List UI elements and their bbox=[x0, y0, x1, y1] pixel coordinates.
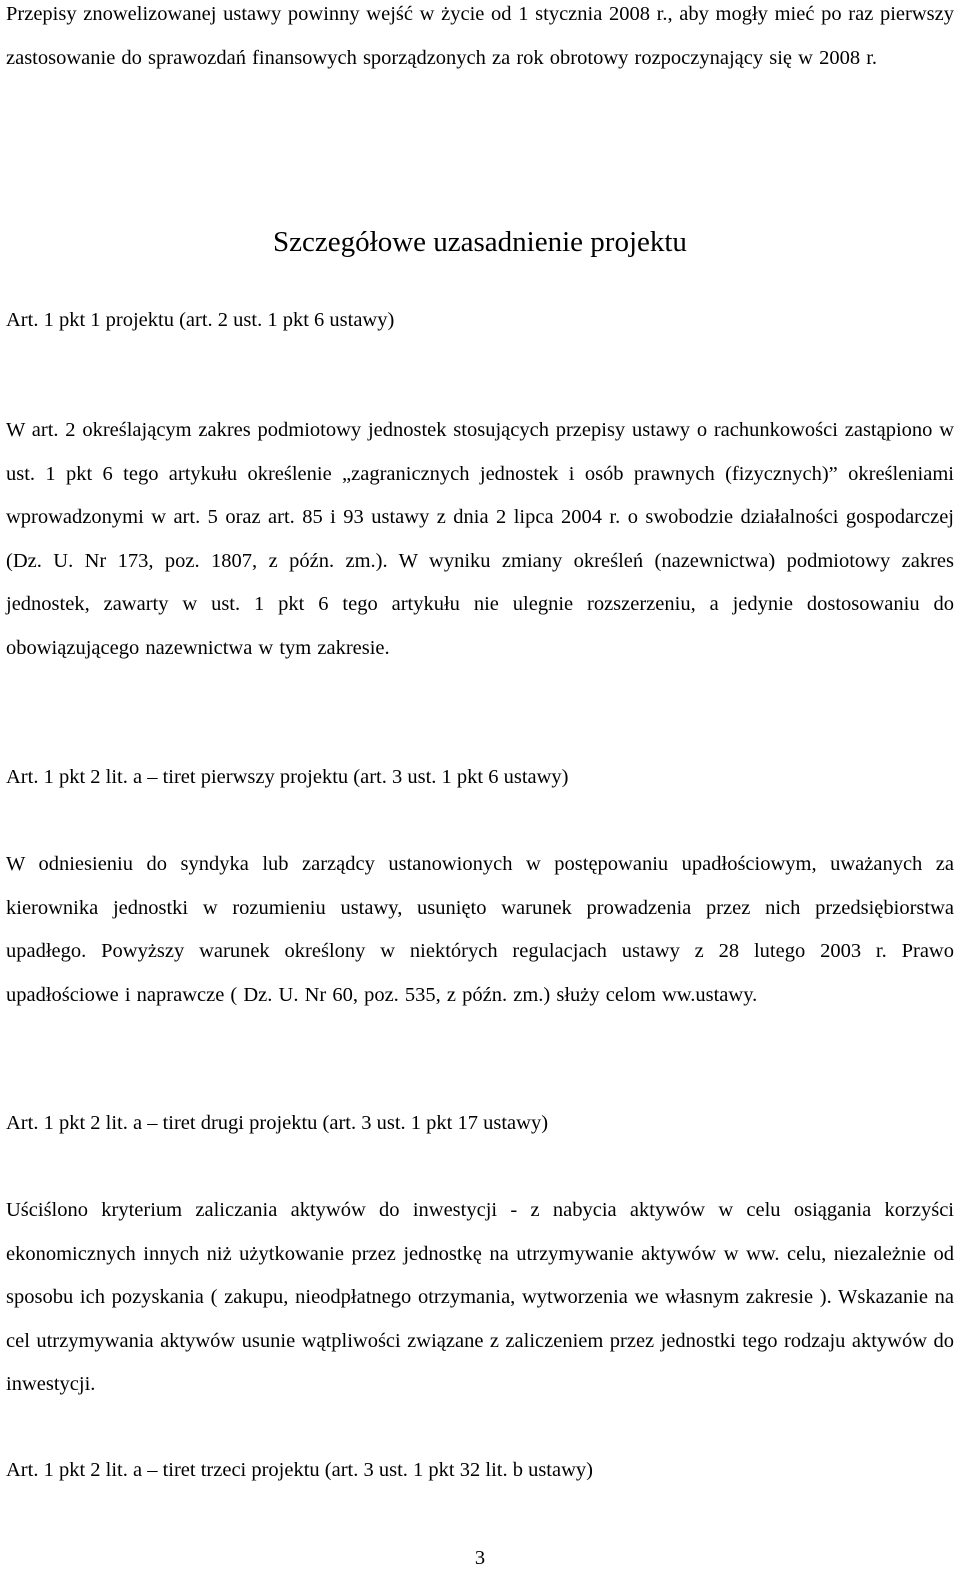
section-body-art-1-pkt-2-tiret-1: W odniesieniu do syndyka lub zarządcy ustanowionych w postępowaniu upadłościowym, uważanych za kierownika jednostki w rozumieniu ustawy, usunięto warunek prowadzenia przez nich przedsiębiorstwa upadłego. Powyższy warunek określony w niektórych regulacjach ustawy z 28 lutego 2003 r. Prawo upadłościowe i naprawcze ( Dz. U. Nr 60, poz. 535, z późn. zm.) służy celom ww.ustawy. bbox=[6, 853, 954, 1006]
section-heading-art-1-pkt-2-tiret-2: Art. 1 pkt 2 lit. a – tiret drugi projektu (art. 3 ust. 1 pkt 17 ustawy) bbox=[6, 1112, 549, 1134]
section-heading-art-1-pkt-2-tiret-3: Art. 1 pkt 2 lit. a – tiret trzeci projektu (art. 3 ust. 1 pkt 32 lit. b ustawy) bbox=[6, 1459, 593, 1481]
section-heading-art-1-pkt-2-tiret-1: Art. 1 pkt 2 lit. a – tiret pierwszy projektu (art. 3 ust. 1 pkt 6 ustawy) bbox=[6, 766, 569, 788]
section-body-art-1-pkt-2-tiret-2: Uściślono kryterium zaliczania aktywów do inwestycji - z nabycia aktywów w celu osiągania korzyści ekonomicznych innych niż użytkowanie przez jednostkę na utrzymywanie aktywów w ww. celu, niezależnie od sposobu ich pozyskania ( zakupu, nieodpłatnego otrzymania, wytworzenia we własnym zakresie ). Wskazanie na cel utrzymywania aktywów usunie wątpliwości związane z zaliczeniem przez jednostki tego rodzaju aktywów do inwestycji. bbox=[6, 1199, 954, 1395]
page-number: 3 bbox=[474, 1547, 486, 1569]
section-heading-art-1-pkt-1: Art. 1 pkt 1 projektu (art. 2 ust. 1 pkt 6 ustawy) bbox=[6, 309, 395, 331]
section-title: Szczegółowe uzasadnienie projektu bbox=[273, 226, 687, 258]
intro-paragraph: Przepisy znowelizowanej ustawy powinny wejść w życie od 1 stycznia 2008 r., aby mogły mieć po raz pierwszy zastosowanie do sprawozdań finansowych sporządzonych za rok obrotowy rozpoczynający się w 2008 r. bbox=[6, 3, 954, 69]
section-body-art-1-pkt-1: W art. 2 określającym zakres podmiotowy jednostek stosujących przepisy ustawy o rachunkowości zastąpiono w ust. 1 pkt 6 tego artykułu określenie „zagranicznych jednostek i osób prawnych (fizycznych)” określeniami wprowadzonymi w art. 5 oraz art. 85 i 93 ustawy z dnia 2 lipca 2004 r. o swobodzie działalności gospodarczej (Dz. U. Nr 173, poz. 1807, z późn. zm.). W wyniku zmiany określeń (nazewnictwa) podmiotowy zakres jednostek, zawarty w ust. 1 pkt 6 tego artykułu nie ulegnie rozszerzeniu, a jedynie dostosowaniu do obowiązującego nazewnictwa w tym zakresie. bbox=[6, 419, 954, 659]
